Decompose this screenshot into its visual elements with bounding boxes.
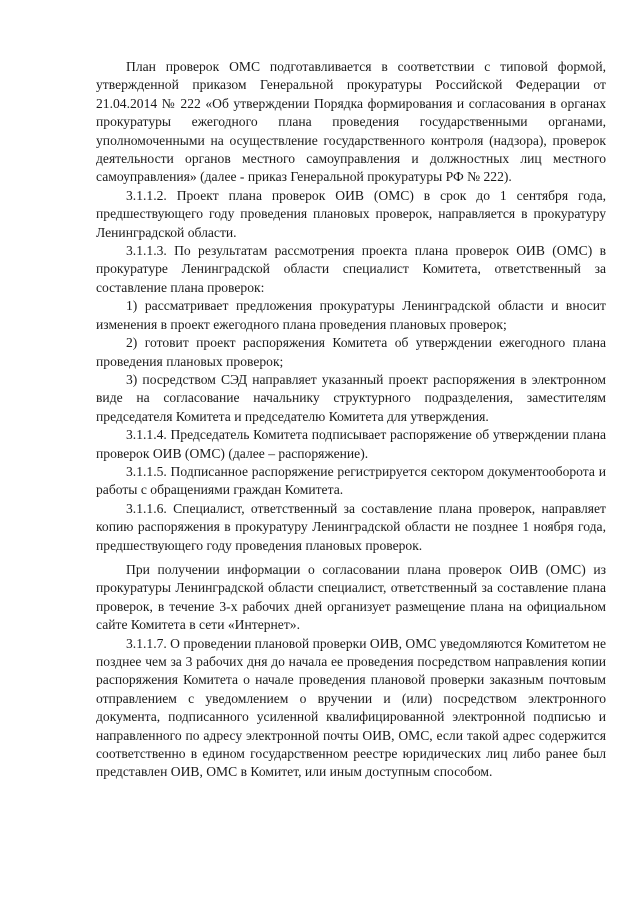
list-item-1: 1) рассматривает предложения прокуратуры Ленинградской области и вносит изменения в проект ежегодного плана проведения плановых проверок; <box>96 298 606 332</box>
paragraph-3-1-1-7: 3.1.1.7. О проведении плановой проверки ОИВ, ОМС уведомляются Комитетом не позднее чем за 3 рабочих дня до начала ее проведения посредством направления копии распоряжения Комитета о начале проведения плановой проверки заказным почтовым отправлением с уведомлением о вручении и (или) посредством электронного документа, подписанного усиленной квалифицированной электронной подписью и направленного по адресу электронной почты ОИВ, ОМС, если такой адрес содержится соответственно в едином государственном реестре юридических лиц либо ранее был представлен ОИВ, ОМС в Комитет, или иным доступным способом. <box>96 635 607 780</box>
paragraph-plan-publication: При получении информации о согласовании плана проверок ОИВ (ОМС) из прокуратуры Ленинградской области специалист, ответственный за составление плана проверок, в течение 3-х рабочих дней организует размещение плана на официальном сайте Комитета в сети «Интернет». <box>96 561 606 633</box>
paragraph-3-1-1-5: 3.1.1.5. Подписанное распоряжение регистрируется сектором документооборота и работы с обращениями граждан Комитета. <box>96 463 606 498</box>
paragraph-oms-plan-form: План проверок ОМС подготавливается в соответствии с типовой формой, утвержденной приказом Генеральной прокуратуры Российской Федерации от 21.04.2014 № 222 «Об утверждении Порядка формирования и согласования в органах прокуратуры ежегодного плана проведения государственными органами, уполномоченными на осуществление государственного контроля (надзора), проверок деятельности органов местного самоуправления и должностных лиц местного самоуправления» (далее - приказ Генеральной прокуратуры РФ № 222). <box>96 59 606 185</box>
paragraph-3-1-1-2: 3.1.1.2. Проект плана проверок ОИВ (ОМС) в срок до 1 сентября года, предшествующего году проведения плановых проверок, направляется в прокуратуру Ленинградской области. <box>96 187 606 240</box>
list-item-3: 3) посредством СЭД направляет указанный проект распоряжения в электронном виде на согласование начальнику структурного подразделения, заместителям председателя Комитета и председателю Комитета для утверждения. <box>96 371 606 424</box>
list-item-2: 2) готовит проект распоряжения Комитета об утверждении ежегодного плана проведения плановых проверок; <box>96 335 606 369</box>
paragraph-3-1-1-4: 3.1.1.4. Председатель Комитета подписывает распоряжение об утверждении плана проверок ОИВ (ОМС) (далее – распоряжение). <box>96 427 606 461</box>
paragraph-3-1-1-6: 3.1.1.6. Специалист, ответственный за составление плана проверок, направляет копию распоряжения в прокуратуру Ленинградской области не позднее 1 ноября года, предшествующего году проведения плановых проверок. <box>96 500 606 553</box>
paragraph-3-1-1-3: 3.1.1.3. По результатам рассмотрения проекта плана проверок ОИВ (ОМС) в прокуратуре Ленинградской области специалист Комитета, ответственный за составление плана проверок: <box>96 243 606 295</box>
